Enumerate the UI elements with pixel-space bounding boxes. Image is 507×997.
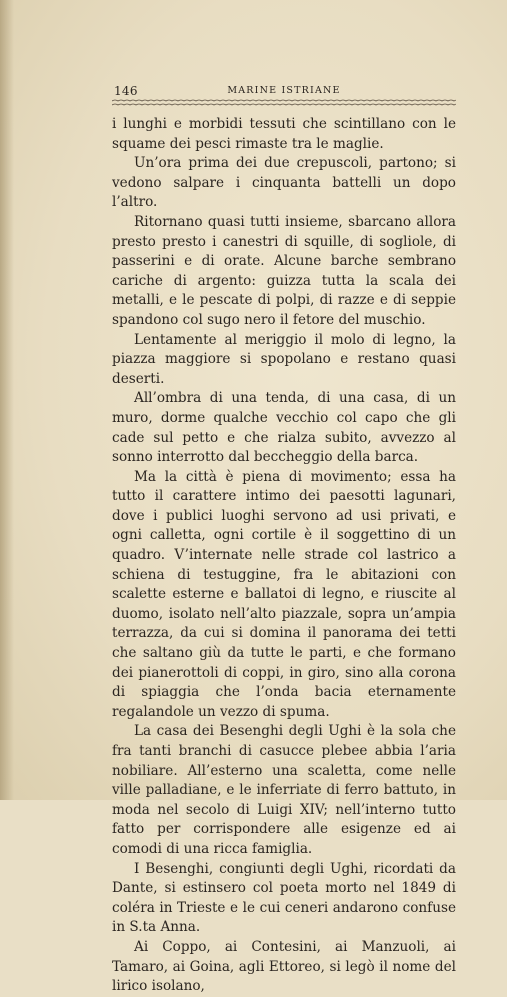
running-title: MARINE ISTRIANE: [227, 85, 341, 96]
paragraph: Ai Coppo, ai Contesini, ai Manzuoli, ai Tamaro, ai Goina, agli Ettoreo, si legò il nome del lirico isolano,: [112, 938, 456, 995]
paragraph: Ritornano quasi tutti insieme, sbarcano allora presto presto i canestri di squille, di sogliole, di passerini e di orate. Alcune barche sembrano cariche di argento: guizza tutta la scala dei metalli, e le pescate di polpi, di razze e di seppie spandono col sugo nero il fetore del muschio.: [112, 213, 456, 328]
paragraph: Lentamente al meriggio il molo di legno, la piazza maggiore si spopolano e restano quasi deserti.: [112, 331, 456, 387]
paragraph: La casa dei Besenghi degli Ughi è la sola che fra tanti branchi di casucce plebee abbia l’aria nobiliare. All’esterno una scaletta, come nelle ville palladiane, e le inferriate di ferro battuto, in moda nel secolo di Luigi XIV; nell’interno tutto fatto per corrispondere alle esigenze ed ai comodi di una ricca famiglia.: [112, 723, 456, 857]
page-header: [112, 84, 456, 100]
page-number: 146: [114, 84, 138, 98]
paragraph: Ma la città è piena di movimento; essa ha tutto il carattere intimo dei paesotti lagunari, dove i publici luoghi servono ad usi privati, e ogni calletta, ogni cortile è il soggettino di un quadro. V’internate nelle strade col lastrico a schiena di testuggine, fra le abitazioni con scalette esterne e ballatoi di legno, e riuscite al duomo, isolato nell’alto piazzale, sopra un’ampia terrazza, da cui si domina il panorama dei tetti che saltano giù da tutte le parti, e che formano dei pianerottoli di coppi, in giro, sino alla corona di spiaggia che l’onda bacia eternamente regalandole un vezzo di spuma.: [112, 468, 456, 720]
wavy-rule-ornament: [112, 99, 456, 107]
paragraph: All’ombra di una tenda, di una casa, di un muro, dorme qualche vecchio col capo che gli cade sul petto e che rialza subito, avvezzo al sonno interrotto dal beccheggio della barca.: [112, 390, 456, 466]
paragraph: i lunghi e morbidi tessuti che scintillano con le squame dei pesci rimaste tra le maglie.: [112, 116, 456, 152]
paragraph: I Besenghi, congiunti degli Ughi, ricordati da Dante, si estinsero col poeta morto nel 1849 di coléra in Trieste e le cui ceneri andarono confuse in S.ta Anna.: [112, 860, 456, 936]
paragraph: Un’ora prima dei due crepuscoli, partono; si vedono salpare i cinquanta battelli un dopo l’altro.: [112, 155, 456, 211]
page-body: [112, 115, 456, 997]
